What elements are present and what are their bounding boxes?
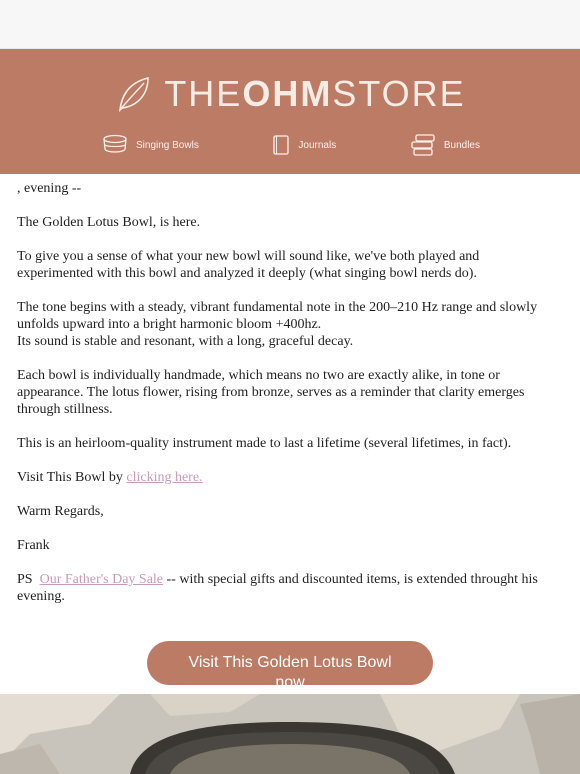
visit-line [17, 469, 556, 486]
bowl-photo [0, 694, 580, 774]
nav-journals[interactable] [272, 133, 336, 157]
handmade-paragraph: Each bowl is individually handmade, which means no two are exactly alike, in tone or appearance. The lotus flower, rising from bronze, serves as a reminder that clarity emerges through stillness. [17, 368, 525, 417]
tone-text: The tone begins with a steady, vibrant fundamental note in the 200–210 Hz range and slowly unfolds upward into a bright harmonic bloom +400hz. [17, 300, 538, 332]
nav-label: Singing Bowls [136, 139, 199, 151]
nav-label: Journals [298, 139, 337, 151]
signature: Frank [17, 538, 50, 553]
bowl-icon [102, 134, 128, 156]
email-body [0, 174, 580, 605]
closing: Warm Regards, [17, 504, 104, 519]
decay-text: Its sound is stable and resonant, with a long, graceful decay. [17, 334, 354, 349]
nav-bundles[interactable] [410, 133, 480, 157]
ps-text: -- with special gifts and discounted items, is extended throught his evening. [17, 572, 538, 604]
cta-area [0, 641, 580, 692]
brand-logo[interactable] [0, 65, 580, 123]
leaf-icon [114, 74, 154, 114]
visit-prefix: Visit This Bowl by [17, 470, 127, 485]
visit-golden-lotus-button[interactable]: Visit This Golden Lotus Bowl now [147, 641, 433, 685]
body-paragraph: To give you a sense of what your new bowl will sound like, we've both played and experimented with this bowl and analyzed it deeply (what singing bowl nerds do). [17, 249, 480, 281]
fathers-day-sale-link[interactable]: Our Father's Day Sale [39, 572, 164, 587]
intro-paragraph: The Golden Lotus Bowl, is here. [17, 215, 201, 230]
bundle-icon [410, 133, 436, 157]
top-bar [0, 0, 580, 49]
greeting: , evening -- [17, 181, 82, 196]
visit-bowl-link[interactable]: clicking here. [126, 470, 203, 485]
brand-wordmark: THEOHMSTORE [164, 73, 466, 114]
heirloom-paragraph: This is an heirloom-quality instrument made to last a lifetime (several lifetimes, in fact). [17, 436, 512, 451]
journal-icon [272, 134, 290, 156]
nav-label: Bundles [443, 139, 480, 151]
ps-prefix: PS [17, 572, 40, 587]
tone-paragraph [17, 299, 556, 350]
category-nav [0, 133, 580, 157]
nav-singing-bowls[interactable] [102, 133, 199, 157]
ps-paragraph [17, 571, 556, 605]
